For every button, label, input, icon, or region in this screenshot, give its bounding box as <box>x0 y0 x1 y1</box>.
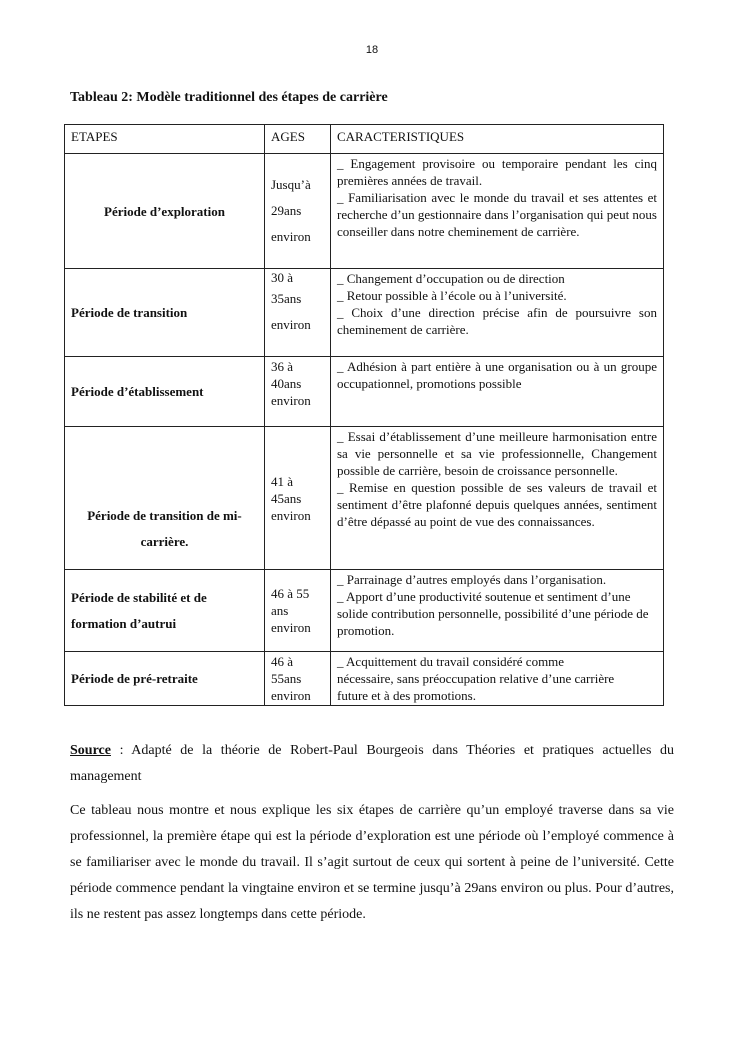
etape-cell: Période de pré-retraite <box>65 652 265 706</box>
etape-cell: Période de transition de mi-carrière. <box>65 427 265 570</box>
etape-cell: Période de stabilité et de formation d’autrui <box>65 570 265 652</box>
age-line: 55ans <box>271 671 302 686</box>
item: _ Acquittement du travail considéré comme nécessaire, sans préoccupation relative d’une carrière future et à des promotions. <box>337 654 615 703</box>
item: _ Familiarisation avec le monde du travail et ses attentes et recherche d’un gestionnaire dans l’organisation qui peut nous conseiller dans notre cheminement de carrière. <box>337 190 657 239</box>
source-note <box>70 738 674 790</box>
item: _ Retour possible à l’école ou à l’université. <box>337 288 567 303</box>
caracteristiques-cell <box>331 154 664 269</box>
age-line: environ <box>271 317 311 332</box>
age-line: environ <box>271 688 311 703</box>
age-line: environ <box>271 507 311 523</box>
ages-cell <box>265 154 331 269</box>
header-ages: AGES <box>265 125 331 154</box>
item: _ Changement d’occupation ou de direction <box>337 271 565 286</box>
table-header-row <box>65 125 664 154</box>
table-row <box>65 652 664 706</box>
item: _ Adhésion à part entière à une organisation ou à un groupe occupationnel, promotions possible <box>337 359 657 391</box>
age-line: 35ans <box>271 291 302 306</box>
table-row <box>65 269 664 357</box>
header-etapes: ETAPES <box>65 125 265 154</box>
table-row <box>65 154 664 269</box>
item: _ Remise en question possible de ses valeurs de travail et sentiment d’être plafonné depuis quelques années, sentiment d’être dépassé au point de vue des connaissances. <box>337 480 657 529</box>
table-row <box>65 357 664 427</box>
ages-cell <box>265 269 331 357</box>
age-line: environ <box>271 620 311 635</box>
item: _ Parrainage d’autres employés dans l’organisation. <box>337 572 607 587</box>
caracteristiques-cell <box>331 570 664 652</box>
item: _ Engagement provisoire ou temporaire pendant les cinq premières années de travail. <box>337 156 657 188</box>
age-line: environ <box>271 229 311 244</box>
age-line: 45ans <box>271 490 302 506</box>
item: _ Choix d’une direction précise afin de poursuivre son cheminement de carrière. <box>337 305 657 337</box>
ages-cell <box>265 427 331 570</box>
header-caracteristiques: CARACTERISTIQUES <box>331 125 664 154</box>
age-line: 46 à <box>271 654 294 669</box>
page-number: 18 <box>365 44 379 56</box>
ages-cell <box>265 652 331 706</box>
source-label: Source <box>70 743 111 758</box>
etape-cell: Période d’établissement <box>65 357 265 427</box>
age-line: 40ans <box>271 376 302 391</box>
etape-cell: Période de transition <box>65 269 265 357</box>
caracteristiques-cell <box>331 652 664 706</box>
age-line: 36 à <box>271 359 294 374</box>
ages-cell <box>265 357 331 427</box>
age-line: Jusqu’à <box>271 177 311 192</box>
body-paragraph: Ce tableau nous montre et nous explique les six étapes de carrière qu’un employé traverse dans sa vie professionnel, la première étape qui est la période d’exploration est une période où l’employé commence à se familiariser avec le monde du travail. Il s’agit surtout de ceux qui sortent à peine de l’université. Cette période commence pendant la vingtaine environ et se termine jusqu’à 29ans environ ou plus. Pour d’autres, ils ne restent pas assez longtemps dans cette période. <box>70 803 674 922</box>
age-line: ans <box>271 603 289 618</box>
item: _ Apport d’une productivité soutenue et sentiment d’une solide contribution personnelle, possibilité d’une période de promotion. <box>337 589 649 638</box>
caracteristiques-cell <box>331 357 664 427</box>
age-line: 41 à <box>271 473 294 489</box>
table-row <box>65 570 664 652</box>
age-line: 46 à 55 <box>271 586 310 601</box>
caracteristiques-cell <box>331 269 664 357</box>
age-line: 30 à <box>271 270 294 285</box>
source-text: : Adapté de la théorie de Robert-Paul Bourgeois dans Théories et pratiques actuelles du management <box>70 743 674 784</box>
ages-cell <box>265 570 331 652</box>
age-line: environ <box>271 393 311 408</box>
caracteristiques-cell <box>331 427 664 570</box>
career-stages-table <box>64 124 664 706</box>
etape-cell: Période d’exploration <box>65 154 265 269</box>
item: _ Essai d’établissement d’une meilleure harmonisation entre sa vie personnelle et sa vie professionnelle, Changement possible de carrière, besoin de croissance personnelle. <box>337 429 657 478</box>
table-caption: Tableau 2: Modèle traditionnel des étapes de carrière <box>70 90 388 105</box>
age-line: 29ans <box>271 203 302 218</box>
table-row <box>65 427 664 570</box>
